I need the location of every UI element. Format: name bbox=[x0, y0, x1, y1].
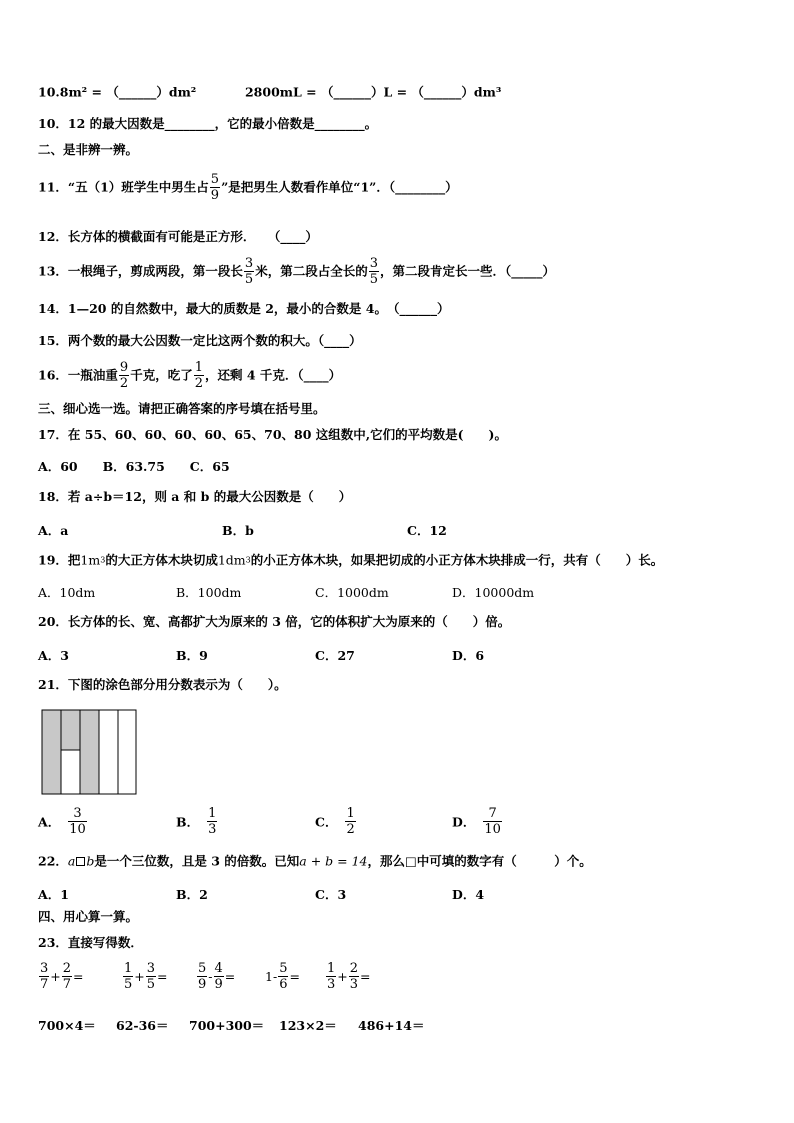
shaded-col-2-top bbox=[61, 710, 80, 750]
conversion-volume: 2800mL = （______）L = （______）dm³ bbox=[244, 84, 502, 100]
option-c: C． $\frac{1}{2}$ bbox=[315, 806, 355, 837]
question-21: 21．下图的涂色部分用分数表示为（ ）。 bbox=[38, 677, 287, 692]
calc-item-10: 486+14＝ bbox=[358, 1018, 425, 1033]
option-b: B．9 bbox=[176, 648, 208, 663]
calc-item-9: 123×2＝ bbox=[279, 1018, 337, 1033]
calc-item-5: $\frac{1}{3}$ + $\frac{2}{3}$ = bbox=[327, 961, 371, 992]
question-10: 10．12 的最大因数是________，它的最小倍数是________。 bbox=[38, 116, 378, 131]
option-d: D．10000dm bbox=[452, 585, 535, 600]
fraction: $\frac{3}{5}$ bbox=[369, 256, 378, 287]
option-b: B． $\frac{1}{3}$ bbox=[176, 806, 217, 837]
option-a: A．3 bbox=[38, 648, 69, 663]
calc-item-7: 62-36＝ bbox=[116, 1018, 169, 1033]
question-22: 22．a b是一个三位数，且是 3 的倍数。已知a + b = 14，那么□中可填的数字有（ ）个。 bbox=[38, 853, 592, 869]
fraction: $\frac{1}{2}$ bbox=[194, 360, 203, 391]
option-a: A．1 bbox=[38, 887, 69, 902]
option-b: B．100dm bbox=[176, 585, 242, 600]
option-d: D．6 bbox=[452, 648, 485, 663]
fraction: $\frac{3}{5}$ bbox=[146, 961, 156, 992]
calc-item-1: $\frac{3}{7}$ + $\frac{2}{7}$ = bbox=[40, 961, 84, 992]
question-23: 23．直接写得数． bbox=[38, 935, 143, 950]
fraction: $\frac{3}{10}$ bbox=[69, 806, 86, 837]
section-4-heading: 四、用心算一算。 bbox=[38, 909, 139, 924]
option-a: A．a bbox=[38, 523, 69, 538]
question-13: 13．一根绳子，剪成两段，第一段长 $\frac{3}{5}$ 米，第二段占全长的 $\frac{3}{5}$ ，第二段肯定长一些．（_____） bbox=[38, 256, 555, 287]
fraction: $\frac{1}{3}$ bbox=[327, 961, 336, 992]
fraction: $\frac{3}{7}$ bbox=[40, 961, 49, 992]
question-12: 12．长方体的横截面有可能是正方形． （____） bbox=[38, 229, 318, 244]
fraction: $\frac{5}{9}$ bbox=[210, 172, 220, 203]
question-18: 18．若 a÷b＝12，则 a 和 b 的最大公因数是（ ） bbox=[38, 489, 352, 504]
fraction: $\frac{5}{6}$ bbox=[279, 961, 288, 992]
calc-item-6: 700×4＝ bbox=[38, 1018, 96, 1033]
fraction: $\frac{5}{9}$ bbox=[198, 961, 207, 992]
fraction: $\frac{1}{5}$ bbox=[124, 961, 133, 992]
calc-item-3: $\frac{5}{9}$ - $\frac{4}{9}$ = bbox=[198, 961, 236, 992]
section-2-heading: 二、是非辨一辨。 bbox=[38, 142, 139, 157]
section-3-heading: 三、细心选一选。请把正确答案的序号填在括号里。 bbox=[38, 401, 326, 416]
option-a: A． $\frac{3}{10}$ bbox=[38, 806, 86, 837]
question-15: 15．两个数的最大公因数一定比这两个数的积大。（____） bbox=[38, 333, 362, 348]
calc-item-4: 1- $\frac{5}{6}$ = bbox=[265, 961, 300, 992]
unit-conversion-line bbox=[38, 84, 501, 101]
option-c: C．12 bbox=[407, 523, 447, 538]
fraction: $\frac{2}{7}$ bbox=[62, 961, 72, 992]
option-c: C．3 bbox=[315, 887, 347, 902]
blank-digit-box bbox=[76, 857, 85, 866]
option-b: B．2 bbox=[176, 887, 208, 902]
question-20: 20．长方体的长、宽、高都扩大为原来的 3 倍，它的体积扩大为原来的（ ）倍。 bbox=[38, 614, 511, 629]
option-b: B．b bbox=[222, 523, 254, 538]
question-17-options: A．60 B．63.75 C．65 bbox=[38, 459, 230, 474]
shaded-col-3 bbox=[80, 710, 99, 794]
option-d: D．4 bbox=[452, 887, 485, 902]
question-16: 16．一瓶油重 $\frac{9}{2}$ 千克，吃了 $\frac{1}{2}$ ，还剩 4 千克．（____） bbox=[38, 360, 342, 391]
option-a: A．10dm bbox=[38, 585, 96, 600]
fraction: $\frac{2}{3}$ bbox=[349, 961, 359, 992]
fraction: $\frac{3}{5}$ bbox=[244, 256, 254, 287]
fraction: $\frac{4}{9}$ bbox=[214, 961, 223, 992]
shaded-col-1 bbox=[42, 710, 61, 794]
question-11: 11．“五（1）班学生中男生占 $\frac{5}{9}$ ”是把男生人数看作单位“1”．（________） bbox=[38, 172, 458, 203]
fraction: $\frac{7}{10}$ bbox=[484, 806, 501, 837]
calc-item-2: $\frac{1}{5}$ + $\frac{3}{5}$ = bbox=[124, 961, 168, 992]
option-c: C．1000dm bbox=[315, 585, 389, 600]
fraction: $\frac{1}{2}$ bbox=[346, 806, 355, 837]
question-17: 17．在 55、60、60、60、60、65、70、80 这组数中,它们的平均数是( )。 bbox=[38, 427, 507, 442]
conversion-area: 10.8m² = （______）dm² bbox=[38, 84, 197, 100]
calc-item-8: 700+300＝ bbox=[189, 1018, 265, 1033]
question-14: 14．1—20 的自然数中，最大的质数是 2，最小的合数是 4。 （______） bbox=[38, 301, 450, 316]
fraction: $\frac{1}{3}$ bbox=[208, 806, 217, 837]
question-19: 19．把1m3的大正方体木块切成1dm3的小正方体木块，如果把切成的小正方体木块排成一行，共有（ ）长。 bbox=[38, 552, 664, 568]
option-d: D． $\frac{7}{10}$ bbox=[452, 806, 501, 837]
fraction: $\frac{9}{2}$ bbox=[119, 360, 129, 391]
option-c: C．27 bbox=[315, 648, 355, 663]
shaded-rectangle-figure bbox=[41, 709, 137, 795]
